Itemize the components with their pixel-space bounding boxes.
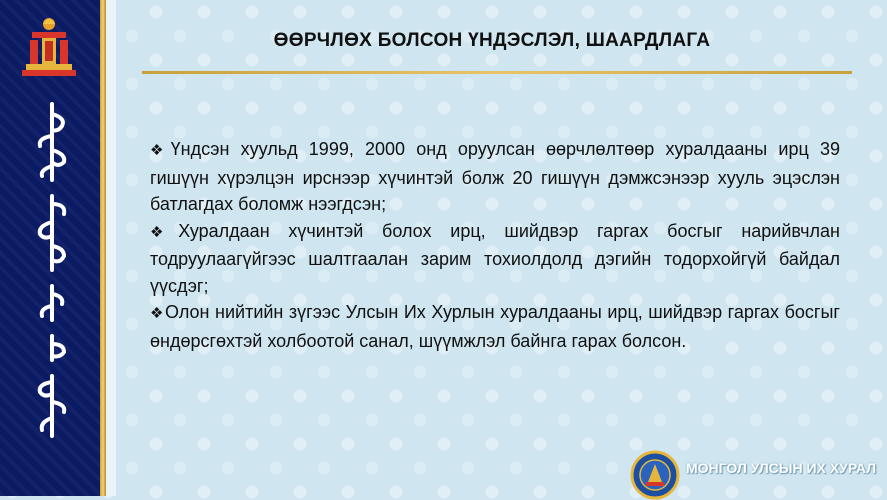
- slide-title: ӨӨРЧЛӨХ БОЛСОН ҮНДЭСЛЭЛ, ШААРДЛАГА: [273, 30, 711, 51]
- bullet-item: [150, 136, 840, 218]
- sidebar-light-panel: [106, 0, 116, 496]
- diamond-bullet-icon: ❖: [150, 142, 170, 159]
- title-underline: [142, 71, 852, 74]
- bullet-text: Үндсэн хуульд 1999, 2000 онд оруулсан өөрчлөлтөөр хуралдааны ирц 39 гишүүн хүрэлцэн ирснээр хүчинтэй болж 20 гишүүн дэмжсэнээр хууль эцэслэн батлагдах боломж нээгдсэн;: [150, 139, 840, 214]
- mongolian-script-logo: [22, 100, 82, 440]
- sidebar: [0, 0, 100, 496]
- soyombo-emblem-icon: [18, 14, 80, 80]
- diamond-bullet-icon: ❖: [150, 223, 178, 241]
- bullet-item: [150, 299, 840, 354]
- bullet-item: [150, 218, 840, 300]
- state-emblem-icon: [630, 450, 680, 500]
- parliament-name: МОНГОЛ УЛСЫН ИХ ХУРАЛ: [686, 460, 877, 476]
- slide-content: [150, 136, 840, 354]
- bullet-text: Хуралдаан хүчинтэй болох ирц, шийдвэр гаргах босгыг нарийвчлан тодруулаагүйгээс шалтгаалан зарим тохиолдолд дэгийн тодорхойгүй байдал үүсдэг;: [150, 220, 840, 296]
- bullet-text: Олон нийтийн зүгээс Улсын Их Хурлын хуралдааны ирц, шийдвэр гаргах босгыг өндөрсгөхтэй холбоотой санал, шүүмжлэл байнга гарах болсон.: [150, 302, 840, 351]
- diamond-bullet-icon: ❖: [150, 305, 165, 322]
